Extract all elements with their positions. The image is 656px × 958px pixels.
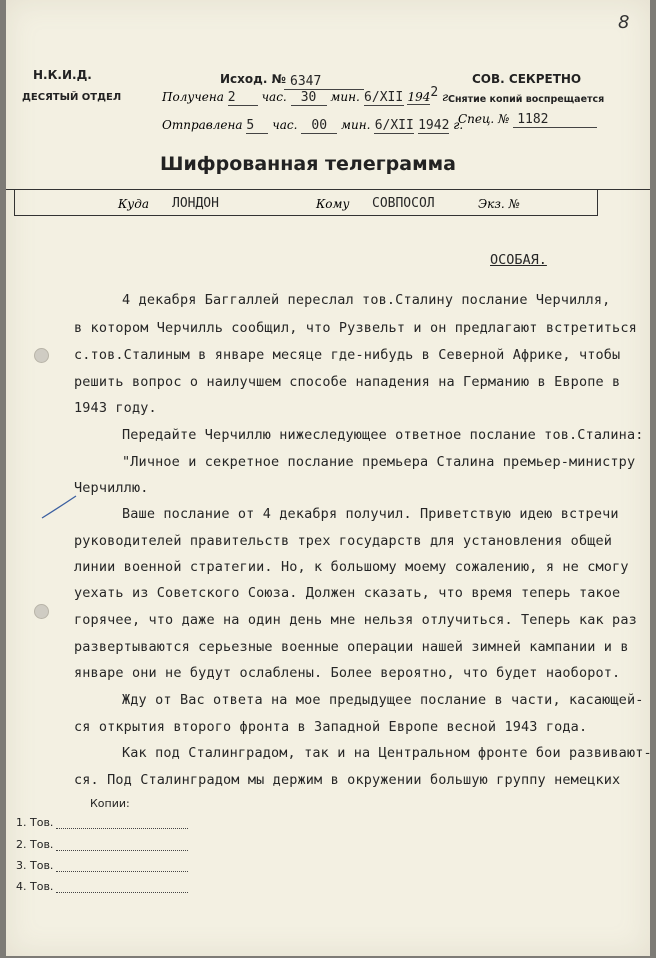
received-row <box>162 85 452 106</box>
body-line-5: 1943 году. <box>74 400 157 416</box>
spec-row <box>458 112 597 128</box>
special-mark: ОСОБАЯ. <box>490 252 547 268</box>
to-value: ЛОНДОН <box>172 196 219 211</box>
to-label: Куда <box>118 197 150 211</box>
sent-min: 00 <box>301 118 337 134</box>
sent-year-suffix: г. <box>453 118 464 132</box>
sent-date: 6/XII <box>374 118 414 133</box>
received-year-digit: 2 <box>430 85 439 100</box>
received-min-label: мин. <box>330 90 360 104</box>
classification-stamp: СОВ. СЕКРЕТНО <box>472 72 582 86</box>
body-line-11: линии военной стратегии. Но, к большому моему сожалению, я не смогу <box>74 559 629 575</box>
body-line-1: 4 декабря Баггаллей переслал тов.Сталину послание Черчилля, <box>122 292 611 308</box>
outgoing-label: Исход. № <box>220 72 287 86</box>
sent-min-label: мин. <box>341 118 371 132</box>
copy-line-4 <box>56 892 188 893</box>
copy-line-1 <box>56 828 188 829</box>
ministry-name: Н.К.И.Д. <box>33 68 92 82</box>
body-line-8: Черчиллю. <box>74 480 149 496</box>
department-name: ДЕСЯТЫЙ ОТДЕЛ <box>22 92 122 103</box>
body-line-13: горячее, что даже на один день мне нельзя отлучиться. Теперь как раз <box>74 612 637 628</box>
body-line-12: уехать из Советского Союза. Должен сказать, что время теперь такое <box>74 585 621 601</box>
copies-label: Копии: <box>90 797 130 810</box>
sent-label: Отправлена <box>162 118 243 132</box>
copy-item-3: 3. Тов. <box>16 859 54 872</box>
body-line-14: развертываются серьезные военные операции нашей зимней кампании и в <box>74 639 629 655</box>
punch-hole-bottom <box>34 604 49 619</box>
copy-number-label: Экз. № <box>478 197 520 211</box>
body-line-6: Передайте Черчиллю нижеследующее ответное послание тов.Сталина: <box>122 427 644 443</box>
sent-hour: 5 <box>246 118 268 134</box>
body-line-16: Жду от Вас ответа на мое предыдущее послание в части, касающей- <box>122 692 644 708</box>
received-date: 6/XII <box>364 90 404 105</box>
copy-line-2 <box>56 850 188 851</box>
body-line-18: Как под Сталинградом, так и на Центральном фронте бои развивают- <box>122 745 652 761</box>
sent-row <box>162 118 463 134</box>
outgoing-number-field <box>284 70 364 90</box>
copy-line-3 <box>56 871 188 872</box>
body-line-10: руководителей правительств трех государств для установления общей <box>74 533 613 549</box>
sent-year: 1942 <box>418 118 450 133</box>
received-hour: 2 <box>228 90 258 106</box>
outgoing-number: 6347 <box>290 74 322 89</box>
page-number: 8 <box>618 12 630 33</box>
body-line-7: "Личное и секретное послание премьера Сталина премьер-министру <box>122 454 636 470</box>
copy-item-1: 1. Тов. <box>16 816 54 829</box>
received-hour-label: час. <box>261 90 287 104</box>
received-year-prefix: 194 <box>407 90 431 104</box>
spec-label: Спец. № <box>458 112 510 126</box>
whom-label: Кому <box>316 197 350 211</box>
sent-hour-label: час. <box>272 118 298 132</box>
body-line-4: решить вопрос о наилучшем способе нападения на Германию в Европе в <box>74 374 621 390</box>
body-line-3: с.тов.Сталиным в январе месяце где-нибудь в Северной Африке, чтобы <box>74 347 621 363</box>
copy-item-4: 4. Тов. <box>16 880 54 893</box>
body-line-17: ся открытия второго фронта в Западной Европе весной 1943 года. <box>74 719 588 735</box>
margin-pencil-mark <box>40 492 80 522</box>
body-line-15: январе они не будут ослаблены. Более вероятно, что будет наоборот. <box>74 665 621 681</box>
received-min: 30 <box>291 90 327 106</box>
telegram-page <box>6 0 650 956</box>
received-year-suffix: г. <box>442 90 452 104</box>
whom-value: СОВПОСОЛ <box>372 196 435 211</box>
copy-item-2: 2. Тов. <box>16 838 54 851</box>
body-line-9: Ваше послание от 4 декабря получил. Приветствую идею встречи <box>122 506 619 522</box>
received-label: Получена <box>162 90 224 104</box>
copy-restriction: Снятие копий воспрещается <box>448 94 605 105</box>
body-line-19: ся. Под Сталинградом мы держим в окружении большую группу немецких <box>74 772 621 788</box>
body-line-2: в котором Черчилль сообщил, что Рузвельт и он предлагают встретиться <box>74 320 637 336</box>
spec-number: 1182 <box>513 112 597 128</box>
document-title: Шифрованная телеграмма <box>160 153 456 175</box>
punch-hole-top <box>34 348 49 363</box>
